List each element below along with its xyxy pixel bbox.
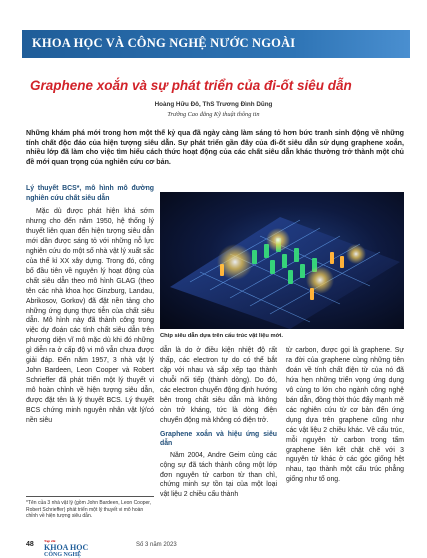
article-lead: Những khám phá mới trong hơn một thế kỷ qua đã ngày càng làm sáng tỏ hơn bức tranh sinh động về những tính chất độc đáo của hiện tượng siêu dẫn. Sự phát triển gần đây của đi-ốt siêu dẫn sử dụng graphene xoắn, nhiều lớp đã làm cho việc tìm hiểu cách thức hoạt động của các chất siêu dẫn khác thường trở thành một chủ đề mới quan trọng của nghiên cứu cơ bản. xyxy=(26,129,404,166)
article-affiliation: Trường Cao đẳng Kỹ thuật thông tin xyxy=(167,111,260,118)
section-heading-graphene: Graphene xoắn và hiệu ứng siêu dẫn xyxy=(160,430,277,448)
photo-caption: Chip siêu dẫn dựa trên cấu trúc vật liệu mới. xyxy=(160,333,283,339)
logo-main: KHOA HỌC xyxy=(44,543,89,552)
section-banner-text: KHOA HỌC VÀ CÔNG NGHỆ NƯỚC NGOÀI xyxy=(32,36,296,50)
section-heading-bcs: Lý thuyết BCS*, mô hình mô đường nghiên cứu chất siêu dẫn xyxy=(26,185,154,202)
column-1 xyxy=(26,184,154,426)
chip-photo xyxy=(160,192,404,329)
footnote: *Tên của 3 nhà vật lý (gồm John Bardeen, Leon Cooper, Robert Schrieffer) phát triển một lý thuyết vi mô hoàn chỉnh về hiện tượng siêu dẫn. xyxy=(26,496,154,520)
section-banner xyxy=(22,30,410,58)
page-number: 48 xyxy=(26,541,34,548)
column-3 xyxy=(286,346,404,485)
issue-label: Số 3 năm 2023 xyxy=(136,542,177,548)
logo-top: Tạp chí xyxy=(44,539,56,543)
logo-sub: CÔNG NGHỆ xyxy=(44,552,82,558)
column-2 xyxy=(160,346,277,500)
article-authors: Hoàng Hữu Đô, ThS Trương Đình Dũng xyxy=(154,101,273,108)
magazine-logo xyxy=(44,538,88,558)
paragraph: Mặc dù được phát hiện khá sớm nhưng cho đến năm 1950, hệ thống lý thuyết liên quan đến hiện tượng siêu dẫn mới dần được sáng tỏ với những nỗ lực nghiên cứu do một số nhà vật lý xuất sắc của thế kỉ XX xây dựng. Trong đó, công bố đầu tiên về nguyên lý hoạt động của chất siêu dẫn theo mô hình GLAG (theo tên các nhà khoa học Ginzburg, Landau, Abrikosov, Gorkov) đã đặt nền tảng cho những ứng dụng thực tiễn của chất siêu dẫn. Mô hình này đã thành công trong việc dự đoán các tính chất siêu dẫn trên phương diện vĩ mô mặc dù khi đó những gì diễn ra ở cấp độ vi mô vẫn chưa được giải đáp. Đến năm 1957, 3 nhà vật lý John Bardeen, Leon Cooper và Robert Schrieffer đã phát triển một lý thuyết vi mô hoàn chỉnh về hiện tượng siêu dẫn, được đặt tên là lý thuyết BCS. Lý thuyết BCS chứng minh nguyên nhân vật lý/có nền siêu xyxy=(26,208,154,425)
paragraph: dẫn là do ở điều kiện nhiệt độ rất thấp, các electron tự do có thể bắt cặp với nhau và sắp xếp tạo thành chuỗi nối tiếp (thành dòng). Do đó, các electron chuyển động định hướng bên trong chất siêu dẫn mà không còn trở kháng, tức là dòng điện chuyển động mà không có điện trở. xyxy=(160,347,277,424)
page-footer xyxy=(26,539,406,558)
paragraph: Năm 2004, Andre Geim cùng các cộng sự đã tách thành công một lớp đơn nguyên tử carbon từ than chì, chứng minh sự tồn tại của một loại vật liệu 2 chiều cấu thành xyxy=(160,451,277,499)
article-title: Graphene xoắn và sự phát triển của đi-ốt siêu dẫn xyxy=(30,78,352,93)
chip-illustration xyxy=(160,192,404,329)
paragraph: từ carbon, được gọi là graphene. Sự ra đời của graphene cùng những tiên đoán về tính chất điện từ của nó đã hứa hẹn những triển vọng ứng dụng vô cùng to lớn cho ngành công nghệ bán dẫn, đồng thời thúc đẩy mạnh mẽ các nghiên cứu từ cơ bản đến ứng dụng dựa trên graphene cũng như các vật liệu 2 chiều khác. Về cấu trúc, mỗi nguyên tử carbon trong tấm graphene liên kết chặt chẽ với 3 nguyên tử khác ở các góc giống hệt nhau, tạo thành một cấu trúc phẳng giống như tổ ong. xyxy=(286,347,404,484)
